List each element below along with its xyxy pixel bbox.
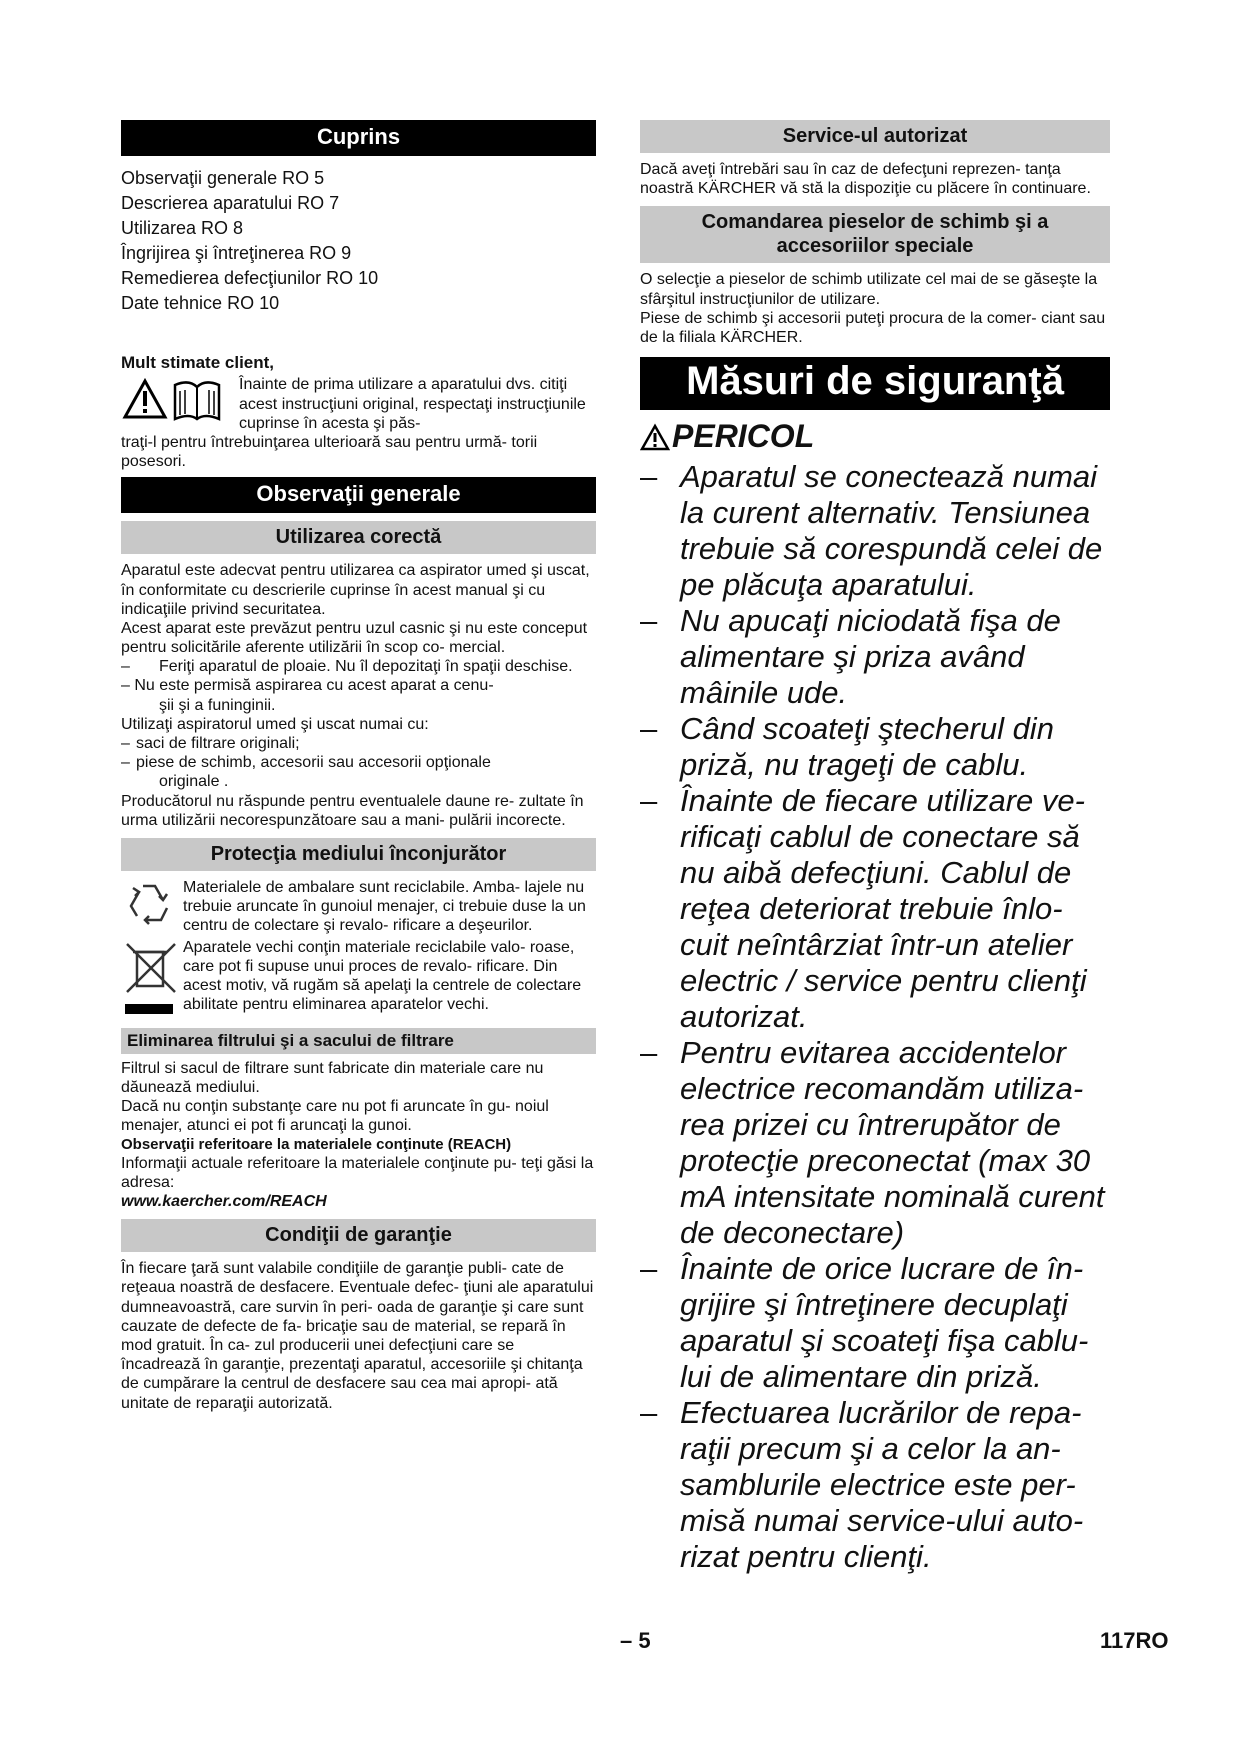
danger-heading — [640, 418, 1110, 455]
correct-use-title: Utilizarea corectă — [121, 521, 596, 554]
page-code: 117RO — [1100, 1628, 1169, 1653]
correct-use-p1: Aparatul este adecvat pentru utilizarea ca aspirator umed şi uscat, în conformitate cu descrierile cuprinse în acest manual şi cu indicaţiile privind securitatea. — [121, 562, 590, 618]
list-item-cont: originale . — [159, 773, 229, 791]
weee-block — [121, 938, 596, 1022]
right-column — [640, 120, 1110, 1575]
reach-title: Observaţii referitoare la materialele conţinute (REACH) — [121, 1135, 512, 1153]
safety-item: – Nu apucaţi niciodată fişa de alimentare şi priza având mâinile ude. — [640, 603, 1061, 711]
toc-item[interactable]: Îngrijirea şi întreţinerea RO 9 — [121, 243, 352, 263]
service-title: Service-ul autorizat — [640, 120, 1110, 153]
recycle-icon — [121, 878, 183, 934]
left-column — [121, 120, 596, 1413]
warning-icon — [640, 423, 670, 451]
list-item: – saci de filtrare originali; — [121, 735, 300, 753]
toc-item[interactable]: Utilizarea RO 8 — [121, 218, 244, 238]
danger-label: PERICOL — [672, 418, 815, 455]
safety-list — [640, 459, 1110, 1575]
crossed-bin-icon — [121, 938, 183, 1022]
toc-item[interactable]: Observaţii generale RO 5 — [121, 168, 325, 188]
list-item: – piese de schimb, accesorii sau accesorii opţionale — [121, 754, 491, 772]
service-text: Dacă aveţi întrebări sau în caz de defecţuni reprezen- tanţa noastră KÄRCHER vă stă la dispoziţie cu plăcere în continuare. — [640, 161, 1091, 198]
recycle-block — [121, 878, 596, 936]
toc-item[interactable]: Remedierea defecţiunilor RO 10 — [121, 268, 379, 288]
toc-list — [121, 166, 596, 316]
spare-parts-title: Comandarea pieselor de schimb şi a accesoriilor speciale — [640, 206, 1110, 263]
greeting-block — [121, 375, 596, 433]
warning-manual-icon — [121, 375, 233, 423]
correct-use-p2: Acest aparat este prevăzut pentru uzul casnic şi nu este conceput pentru solicitările aferente utilizării în scop co- mercial. — [121, 619, 588, 657]
reach-url[interactable]: www.kaercher.com/REACH — [121, 1193, 327, 1211]
filter-p2: Dacă nu conţin substanţe care nu pot fi aruncate în gu- noiul menajer, atunci ei pot fi aruncaţi la gunoi. — [121, 1098, 549, 1135]
list-item: – Feriţi aparatul de ploaie. Nu îl depozitaţi în spaţii deschise. — [121, 658, 573, 676]
recycle-text: Materialele de ambalare sunt reciclabile. Amba- lajele nu trebuie aruncate în gunoiul menajer, ci trebuie duse la un centru de colectare şi revalo- rificare a deşeurilor. — [183, 878, 586, 935]
correct-use-p4: Producătorul nu răspunde pentru eventualele daune re- zultate în urma utilizării necorespunzătoare sau a mani- pulării incorecte. — [121, 792, 584, 829]
environment-title: Protecţia mediului înconjurător — [121, 838, 596, 871]
reach-text: Informaţii actuale referitoare la materialele conţinute pu- teţi găsi la adresa: — [121, 1154, 594, 1191]
toc-item[interactable]: Descrierea aparatului RO 7 — [121, 193, 340, 213]
safety-title: Măsuri de siguranţă — [640, 357, 1110, 410]
filter-p1: Filtrul si sacul de filtrare sunt fabricate din materiale care nu dăunează mediului. — [121, 1059, 544, 1097]
warranty-text: În fiecare ţară sunt valabile condiţiile de garanţie publi- cate de reţeaua noastră de desfacere. Eventuale defec- ţiuni ale aparatului dumneavoastră, care survin în peri- oada de garanţie şi care sunt cauzate de defecte de fa- bricaţie sau de material, se repară în mod gratuit. În ca- zul producerii unei defecţiuni care se încadrează în garanţie, prezentaţi aparatul, accesoriile şi chitanţa de cumpărare la centrul de desfacere sau cea mai apropi- ată unitate de reparaţii autorizată. — [121, 1260, 594, 1412]
toc-title: Cuprins — [121, 120, 596, 156]
safety-item: – Aparatul se conectează numai la curent alternativ. Tensiunea trebuie să corespundă celei de pe plăcuţa aparatului. — [640, 459, 1103, 603]
correct-use-p3: Utilizaţi aspiratorul umed şi uscat numai cu: — [121, 715, 429, 733]
greeting-title: Mult stimate client, — [121, 353, 275, 372]
safety-item: – Înainte de fiecare utilizare ve- rificaţi cablul de conectare să nu aibă defecţiuni. Cablul de reţea deteriorat trebuie înlo- cuit neîntârziat într-un atelier electric / service pentru clienţi autorizat. — [640, 783, 1087, 1035]
safety-item: – Când scoateţi ştecherul din priză, nu trageţi de cablu. — [640, 711, 1054, 783]
greeting-text: Înainte de prima utilizare a aparatului dvs. citiţi acest instrucţiuni original, respectaţi instrucţiunile cuprinse în acesta şi păs- — [239, 376, 586, 432]
safety-item: – Pentru evitarea accidentelor electrice recomandăm utiliza- rea prizei cu întrerupător de protecţie preconectat (max 30 mA intensitate nominală curent de deconectare) — [640, 1035, 1105, 1251]
filter-disposal-title: Eliminarea filtrului şi a sacului de filtrare — [121, 1028, 596, 1054]
toc-item[interactable]: Date tehnice RO 10 — [121, 293, 280, 313]
page-number: – 5 — [620, 1628, 651, 1653]
greeting-text-cont: traţi-l pentru întrebuinţarea ulterioară sau pentru urmă- torii posesori. — [121, 433, 538, 471]
warranty-title: Condiţii de garanţie — [121, 1219, 596, 1252]
spare-parts-p2: Piese de schimb şi accesorii puteţi procura de la comer- ciant sau de la filiala KÄRCHER. — [640, 309, 1106, 346]
spare-parts-p1: O selecţie a pieselor de schimb utilizate cel mai de se găseşte la sfârşitul instrucţiunilor de utilizare. — [640, 271, 1098, 308]
general-title: Observaţii generale — [121, 477, 596, 513]
weee-text: Aparatele vechi conţin materiale reciclabile valo- roase, care pot fi supuse unui proces de revalo- rificare. Din acest motiv, vă rugăm să apelaţi la centrele de colectare abilitate pentru eliminarea aparatelor vechi. — [183, 938, 582, 1014]
list-item: – Nu este permisă aspirarea cu acest aparat a cenu- — [121, 677, 494, 695]
list-item-cont: şii şi a funinginii. — [159, 696, 276, 714]
safety-item: – Înainte de orice lucrare de în- grijire şi întreţinere decuplaţi aparatul şi scoateţi fişa cablu- lui de alimentare din priză. — [640, 1251, 1089, 1395]
safety-item: – Efectuarea lucrărilor de repa- raţii precum şi a celor la an- samblurile electrice este per- misă numai service-ului auto- rizat pentru clienţi. — [640, 1395, 1084, 1575]
